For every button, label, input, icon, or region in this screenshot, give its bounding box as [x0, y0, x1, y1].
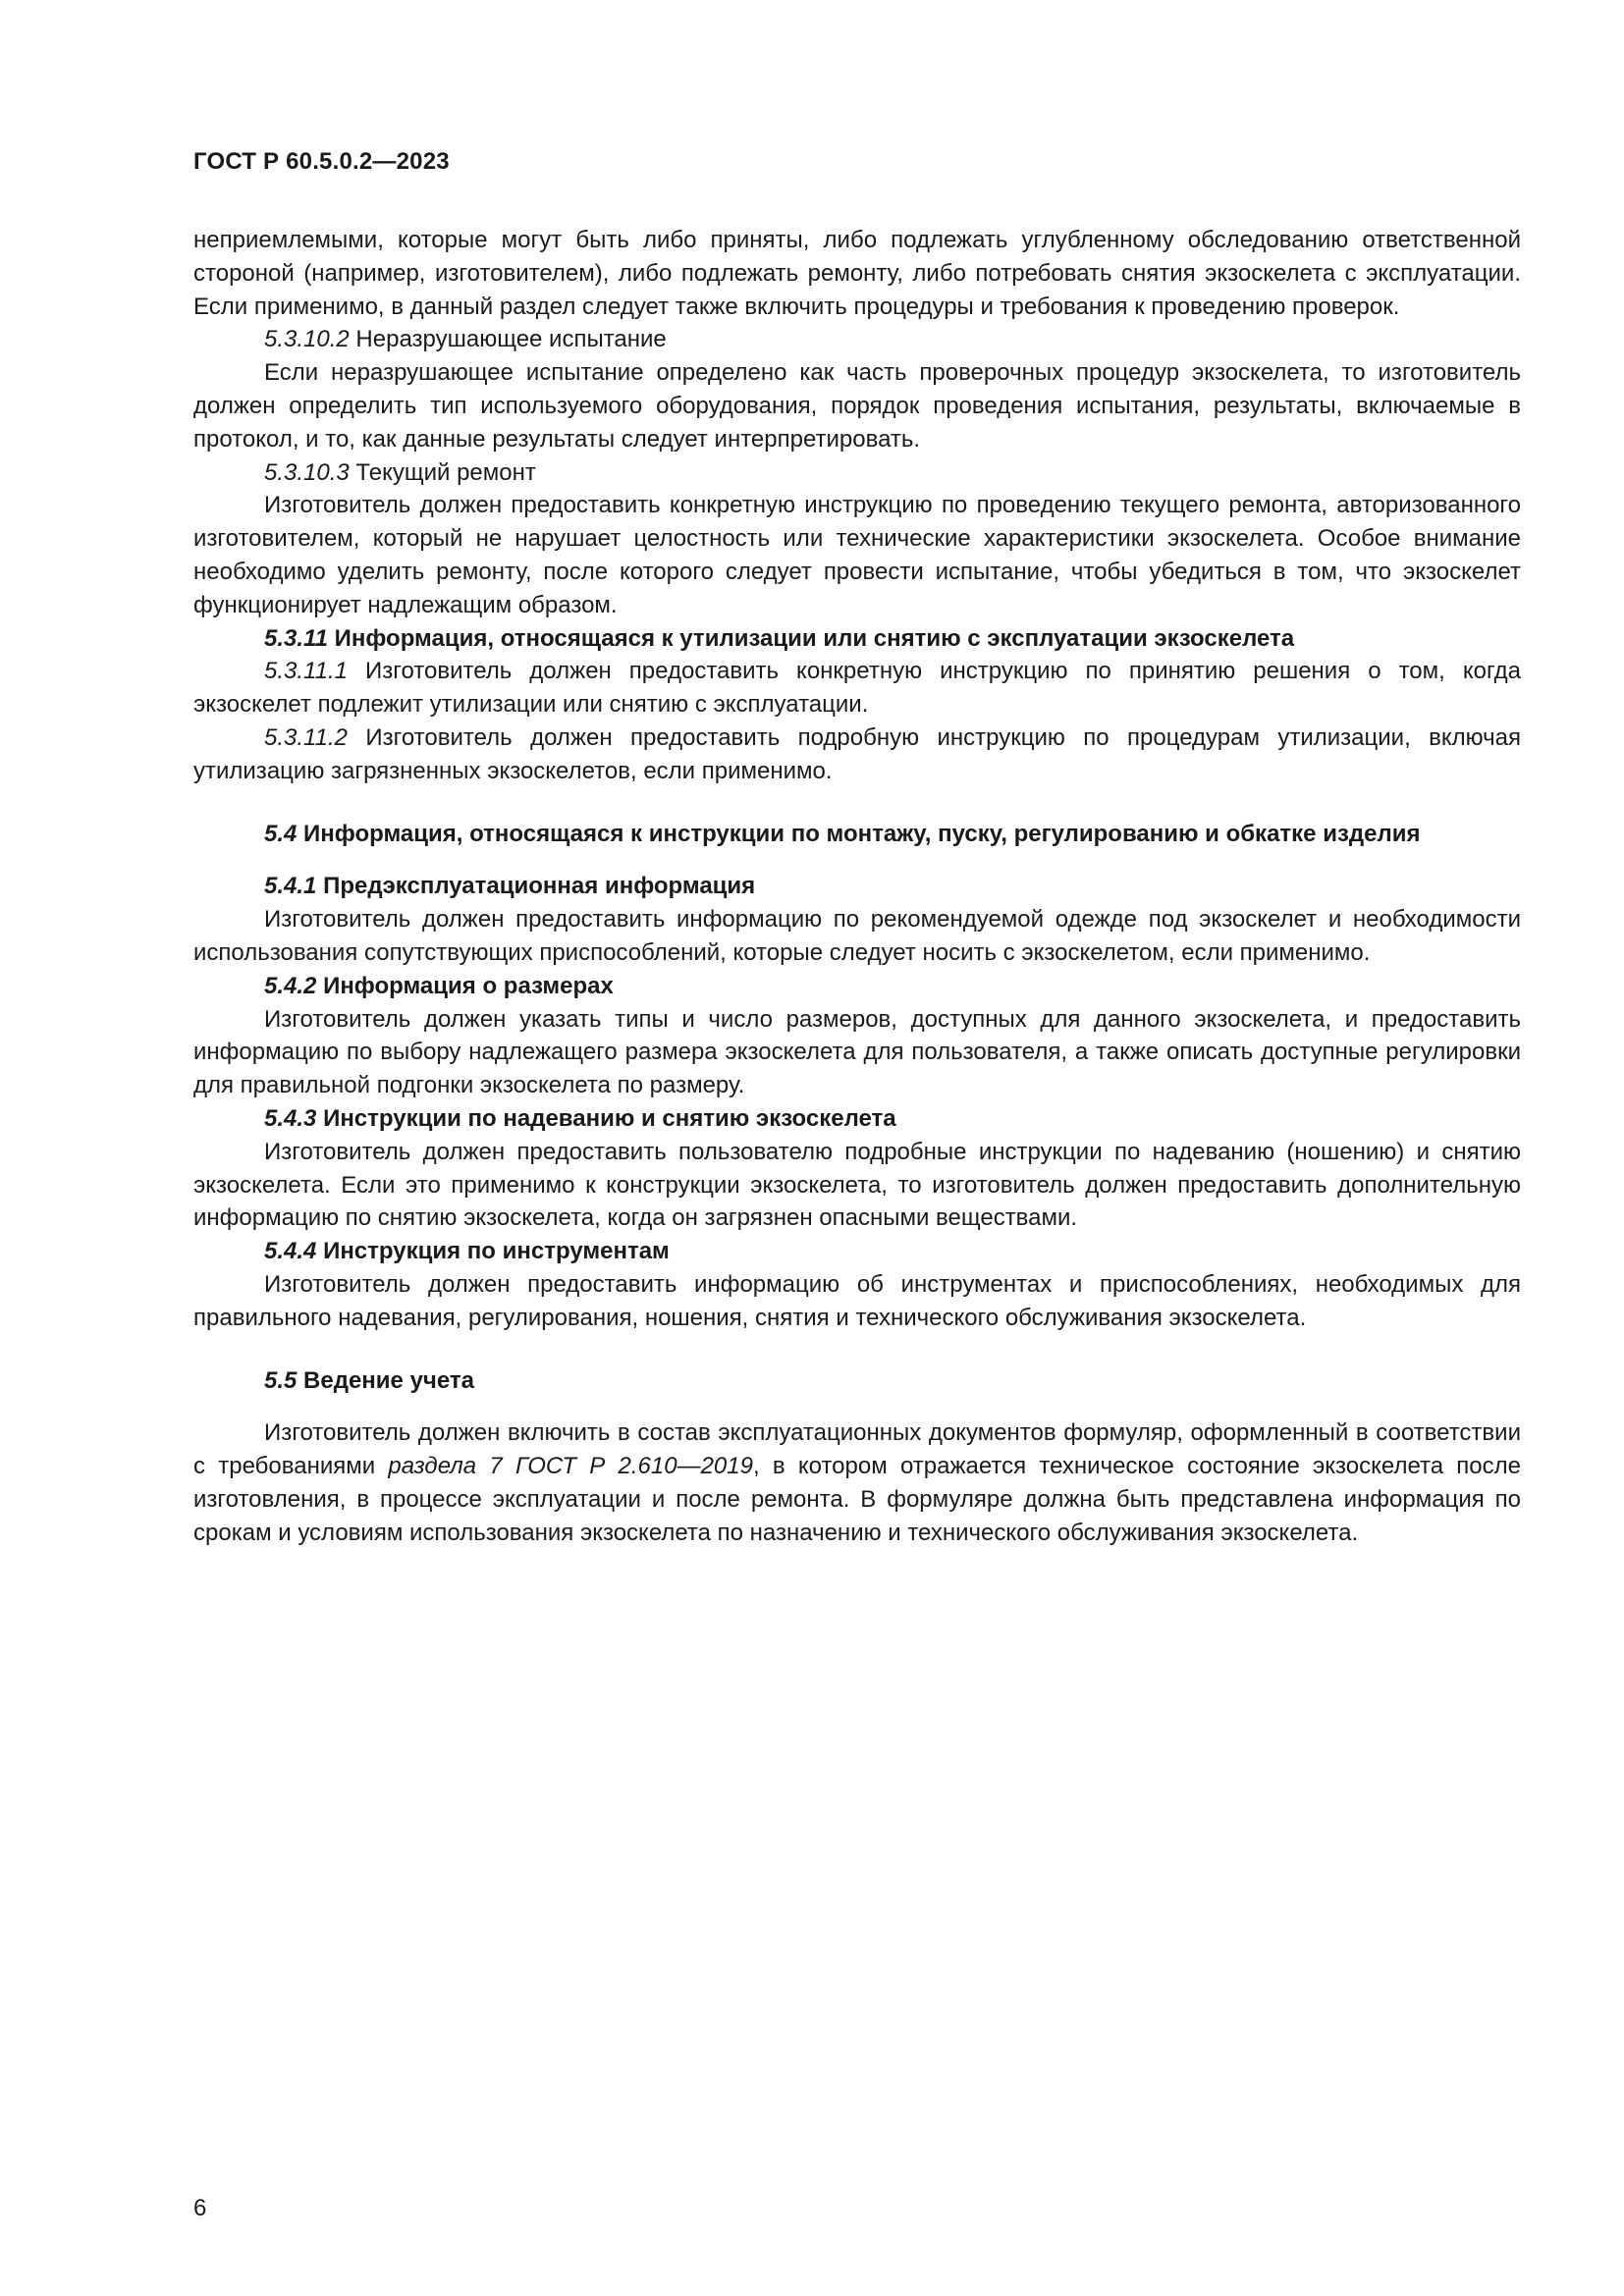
clause-5-3-11-heading: [193, 622, 1521, 656]
clause-5-3-11-2: [193, 721, 1521, 788]
document-body: [193, 224, 1521, 1549]
clause-5-3-10-2-heading: [193, 323, 1521, 356]
clause-number: 5.4.1: [264, 873, 317, 900]
section-title: Информация, относящаяся к инструкции по монтажу, пуску, регулированию и обкатке изделия: [303, 820, 1421, 847]
clause-5-4-3-heading: [193, 1102, 1521, 1136]
section-number: 5.4: [264, 820, 298, 847]
clause-5-4-4-text: Изготовитель должен предоставить информацию об инструментах и приспособлениях, необходимых для правильного надевания, регулирования, ношения, снятия и технического обслуживания экзоскелета.: [193, 1270, 1521, 1331]
standard-reference: раздела 7 ГОСТ Р 2.610—2019: [388, 1453, 753, 1480]
clause-number: 5.3.11.1: [264, 658, 348, 685]
clause-title: Информация о размерах: [323, 972, 614, 999]
clause-5-3-10-3-text: Изготовитель должен предоставить конкретную инструкцию по проведению текущего ремонта, авторизованного изготовителем, который не нарушает целостность или технические характеристики экзоскелета. Особое внимание необходимо уделить ремонту, после которого следует провести испытание, чтобы убедиться в том, что экзоскелет функционирует надлежащим образом.: [193, 492, 1521, 618]
section-title: Ведение учета: [303, 1366, 474, 1394]
clause-title: Информация, относящаяся к утилизации или снятию с эксплуатации экзоскелета: [334, 624, 1295, 652]
clause-5-4-2-text: Изготовитель должен указать типы и число размеров, доступных для данного экзоскелета, и предоставить информацию по выбору надлежащего размера экзоскелета для пользователя, а также описать доступные регулировки для правильной подгонки экзоскелета по размеру.: [193, 1005, 1521, 1099]
clause-title: Инструкция по инструментам: [323, 1238, 670, 1265]
page-number: 6: [193, 2195, 207, 2221]
continued-paragraph: неприемлемыми, которые могут быть либо приняты, либо подлежать углубленному обследованию ответственной стороной (например, изготовителем), либо подлежать ремонту, либо потребовать снятия экзоскелета с эксплуатации. Если применимо, в данный раздел следует также включить процедуры и требования к проведению проверок.: [193, 227, 1521, 320]
clause-number: 5.4.4: [264, 1238, 317, 1265]
text-after-reference: , в котором отражается техническое состояние экзоскелета после изготовления, в процессе эксплуатации и после ремонта. В формуляре должна быть представлена информация по срокам и условиям использования экзоскелета по назначению и технического обслуживания экзоскелета.: [193, 1453, 1521, 1546]
clause-title: Текущий ремонт: [355, 458, 536, 486]
clause-5-3-11-1: [193, 655, 1521, 721]
text-before-reference: Изготовитель должен включить в состав эксплуатационных документов формуляр, оформленный в соответствии с требованиями: [193, 1419, 1521, 1480]
clause-number: 5.3.10.3: [264, 458, 350, 486]
clause-number: 5.4.3: [264, 1104, 317, 1132]
clause-text: Изготовитель должен предоставить конкретную инструкцию по принятию решения о том, когда экзоскелет подлежит утилизации или снятию с эксплуатации.: [193, 658, 1521, 719]
clause-number: 5.3.11.2: [264, 723, 348, 751]
section-5-5-text: [193, 1416, 1521, 1549]
clause-5-4-1-text: Изготовитель должен предоставить информацию по рекомендуемой одежде под экзоскелет и необходимости использования сопутствующих приспособлений, которые следует носить с экзоскелетом, если применимо.: [193, 906, 1521, 966]
clause-5-4-2-heading: [193, 970, 1521, 1003]
clause-number: 5.4.2: [264, 972, 317, 999]
clause-number: 5.3.11: [264, 624, 328, 652]
document-code: ГОСТ Р 60.5.0.2—2023: [193, 148, 450, 175]
clause-5-3-10-2-text: Если неразрушающее испытание определено как часть проверочных процедур экзоскелета, то изготовитель должен определить тип используемого оборудования, порядок проведения испытания, результаты, включаемые в протокол, и то, как данные результаты следует интерпретировать.: [193, 359, 1521, 453]
clause-title: Инструкции по надеванию и снятию экзоскелета: [323, 1104, 896, 1132]
section-number: 5.5: [264, 1366, 298, 1394]
section-5-4-heading: [193, 818, 1521, 851]
clause-text: Изготовитель должен предоставить подробную инструкцию по процедурам утилизации, включая утилизацию загрязненных экзоскелетов, если применимо.: [193, 723, 1522, 784]
section-5-5-heading: [193, 1364, 1521, 1398]
clause-number: 5.3.10.2: [264, 326, 350, 353]
clause-5-4-3-text: Изготовитель должен предоставить пользователю подробные инструкции по надеванию (ношению) и снятию экзоскелета. Если это применимо к конструкции экзоскелета, то изготовитель должен предоставить дополнительную информацию по снятию экзоскелета, когда он загрязнен опасными веществами.: [193, 1138, 1521, 1232]
clause-title: Неразрушающее испытание: [355, 326, 667, 353]
clause-title: Предэксплуатационная информация: [323, 873, 756, 900]
clause-5-4-1-heading: [193, 870, 1521, 903]
clause-5-3-10-3-heading: [193, 456, 1521, 490]
clause-5-4-4-heading: [193, 1235, 1521, 1268]
